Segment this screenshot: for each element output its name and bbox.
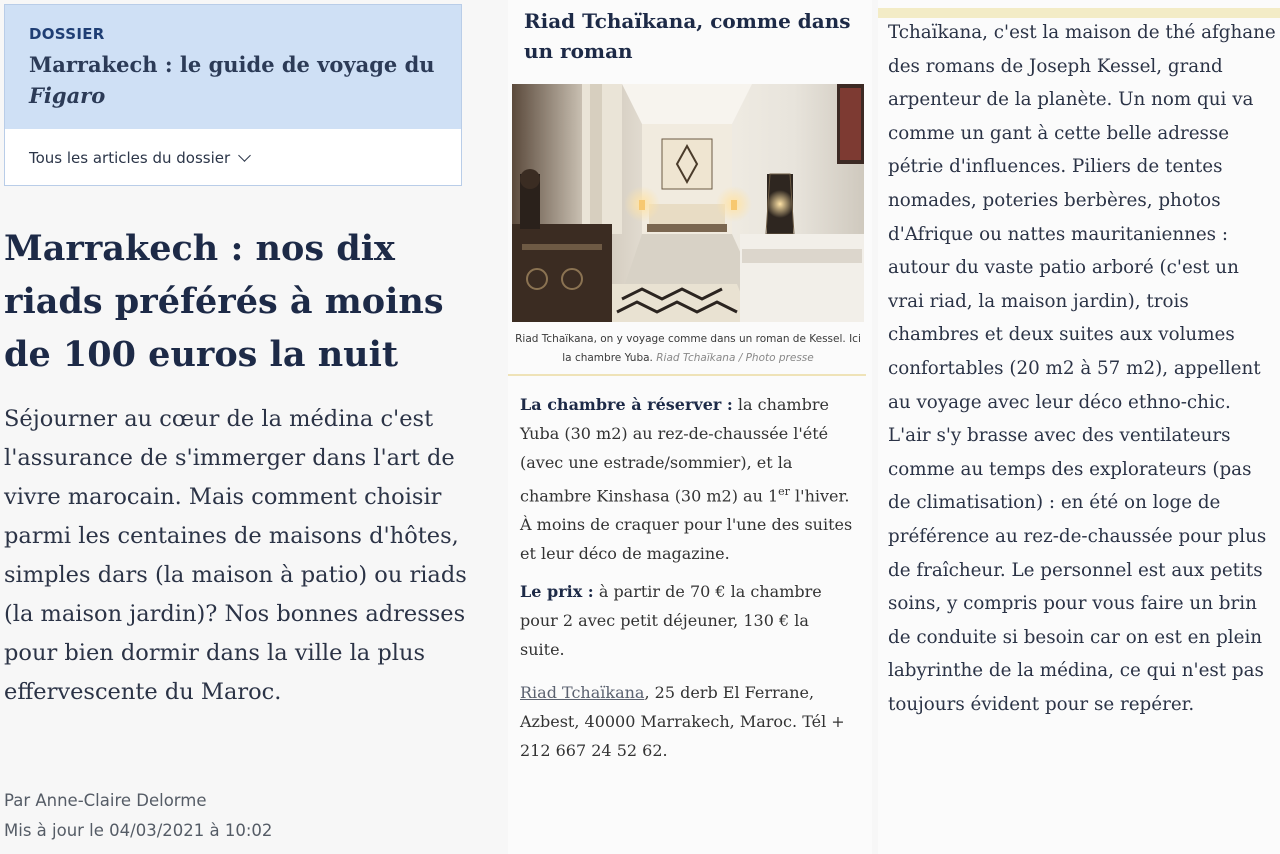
article-intro: Séjourner au cœur de la médina c'est l'assurance de s'immerger dans l'art de vivre marocain. Mais comment choisir parmi les centaines de maisons d'hôtes, simples dars (la maison à patio) ou riads (la maison jardin)? Nos bonnes adresses pour bien dormir dans la ville la plus effervescente du Maroc.: [4, 406, 467, 705]
riad-title: Riad Tchaïkana, comme dans un roman: [524, 9, 851, 63]
all-articles-label: Tous les articles du dossier: [29, 149, 231, 167]
updated-date: Mis à jour le 04/03/2021 à 10:02: [4, 821, 273, 840]
room-text-a: la chambre Yuba (30 m2) au rez-de-chaussée l'été (avec une estrade/sommier), et la chambre Kinshasa (30 m2) au 1: [520, 395, 829, 506]
dossier-label: DOSSIER: [29, 25, 105, 43]
photo-caption: [512, 330, 864, 368]
room-text-b: l'hiver. À moins de craquer pour l'une des suites et leur déco de magazine.: [520, 486, 853, 564]
dossier-title[interactable]: [29, 49, 437, 111]
all-articles-dropdown[interactable]: [5, 129, 461, 187]
price-paragraph: [520, 577, 858, 664]
caption-credit: Riad Tchaïkana / Photo presse: [656, 352, 814, 364]
caption-divider: [508, 374, 866, 376]
price-label: Le prix :: [520, 582, 594, 601]
address-paragraph: [520, 678, 858, 765]
byline: [4, 786, 464, 846]
room-paragraph: [520, 390, 858, 568]
chevron-down-icon: [238, 149, 251, 162]
riad-description-column: [878, 0, 1280, 854]
riad-link[interactable]: Riad Tchaïkana: [520, 683, 645, 702]
dossier-header[interactable]: [5, 5, 461, 129]
bedroom-illustration: [512, 84, 864, 322]
dossier-title-italic: Figaro: [29, 83, 106, 108]
riad-photo[interactable]: [512, 84, 864, 322]
dossier-title-main: Marrakech : le guide de voyage du: [29, 52, 435, 77]
caption-text: Riad Tchaïkana, on y voyage comme dans un roman de Kessel. Ici la chambre Yuba.: [515, 333, 861, 364]
room-sup: er: [778, 485, 790, 498]
address-text: , 25 derb El Ferrane, Azbest, 40000 Marrakech, Maroc. Tél + 212 667 24 52 62.: [520, 683, 845, 760]
riad-card: [508, 0, 872, 854]
riad-description: Tchaïkana, c'est la maison de thé afghane des romans de Joseph Kessel, grand arpenteur de la planète. Un nom qui va comme un gant à cette belle adresse pétrie d'influences. Piliers de tentes nomades, poteries berbères, photos d'Afrique ou nattes mauritaniennes : autour du vaste patio arboré (c'est un vrai riad, la maison jardin), trois chambres et deux suites aux volumes confortables (20 m2 à 57 m2), appellent au voyage avec leur déco ethno-chic. L'air s'y brasse avec des ventilateurs comme au temps des explorateurs (pas de climatisation) : en été on loge de préférence au rez-de-chaussée pour plus de fraîcheur. Le personnel est aux petits soins, y compris pour vous faire un brin de conduite si besoin car on est en plein labyrinthe de la médina, ce qui n'est pas toujours évident pour se repérer.: [888, 22, 1276, 715]
dossier-box: [4, 4, 462, 186]
author[interactable]: Par Anne-Claire Delorme: [4, 791, 207, 810]
article-headline: Marrakech : nos dix riads préférés à moins de 100 euros la nuit: [4, 228, 444, 375]
room-label: La chambre à réserver :: [520, 395, 733, 414]
price-text: à partir de 70 € la chambre pour 2 avec petit déjeuner, 130 € la suite.: [520, 582, 822, 659]
